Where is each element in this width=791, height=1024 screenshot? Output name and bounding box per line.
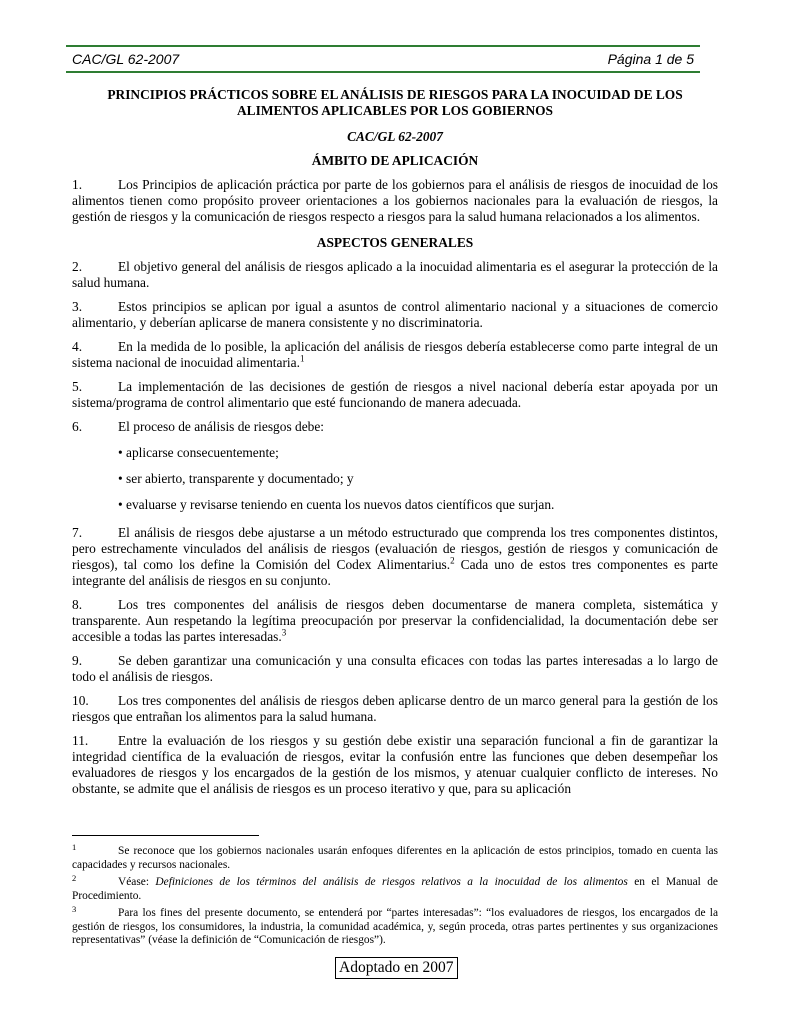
footnote-ref-2[interactable]: 2 [450,555,455,566]
footnote-1 [72,842,718,872]
footnote-ref-3[interactable]: 3 [281,627,287,638]
paragraph-1 [72,177,718,225]
paragraph-number: 8. [72,597,83,612]
paragraph-text: Los tres componentes del análisis de riesgos deben documentarse de manera completa, sistemática y transparente. Aun respetando la legítima preocupación por preservar la confidencialidad, la documentación debe ser accesible a todas las partes interesadas. [72,597,718,644]
paragraph-5 [72,379,718,411]
paragraph-text: Estos principios se aplican por igual a asuntos de control alimentario nacional y a situaciones de comercio alimentario, y deberían aplicarse de manera consistente y no discriminatoria. [72,299,718,330]
document-body [72,87,718,797]
paragraph-text: El objetivo general del análisis de riesgos aplicado a la inocuidad alimentaria es el asegurar la protección de la salud humana. [72,259,718,290]
paragraph-number: 6. [72,419,83,434]
paragraph-6 [72,419,718,435]
paragraph-number: 7. [72,525,83,540]
footnote-number: 2 [72,873,77,883]
paragraph-3 [72,299,718,331]
paragraph-number: 2. [72,259,83,274]
footnote-number: 1 [72,842,77,852]
paragraph-text: La implementación de las decisiones de gestión de riesgos a nivel nacional debería estar apoyada por un sistema/programa de control alimentario que esté funcionando de manera adecuada. [72,379,718,410]
bullet-item: • evaluarse y revisarse teniendo en cuenta los nuevos datos científicos que surjan. [118,497,555,512]
bullet-item: • aplicarse consecuentemente; [118,445,279,460]
section-heading-general: ASPECTOS GENERALES [316,235,474,250]
paragraph-8 [72,597,718,645]
footnote-number: 3 [72,904,77,914]
footnote-3 [72,904,718,948]
paragraph-text: Cada uno de estos tres componentes es parte integrante del análisis de riesgos en su conjunto. [72,557,718,588]
footnotes [72,842,718,952]
paragraph-number: 10. [72,693,89,708]
footnote-text: Para los fines del presente documento, se entenderá por “partes interesadas”: “los evaluadores de riesgos, los encargados de la gestión de riesgos, los consumidores, la industria, la comunidad académica, y, según proceda, otras partes pertinentes y sus organizaciones representativas” (véase la definición de “Comunicación de riesgos”). [72,907,718,946]
footnote-2 [72,873,718,903]
header-document-code: CAC/GL 62-2007 [72,51,180,67]
paragraph-7 [72,525,718,589]
bullet-item: • ser abierto, transparente y documentado; y [118,471,354,486]
paragraph-number: 1. [72,177,83,192]
paragraph-text: Los Principios de aplicación práctica por parte de los gobiernos para el análisis de riesgos de inocuidad de los alimentos tienen como propósito proveer orientaciones a los gobiernos nacionales para la evaluación de riesgos, la gestión de riesgos y la comunicación de riesgos respecto a riesgos para la salud humana relacionados a los alimentos. [72,177,718,224]
paragraph-text: El análisis de riesgos debe ajustarse a un método estructurado que comprenda los tres componentes distintos, pero estrechamente vinculados del análisis de riesgos (evaluación de riesgos, gestión de riesgos y comunicación de riesgos), tal como los define la Comisión del Codex Alimentarius. [72,525,718,572]
paragraph-number: 3. [72,299,83,314]
paragraph-text: Los tres componentes del análisis de riesgos deben aplicarse dentro de un marco general para la gestión de los riesgos que entrañan los alimentos para la salud humana. [72,693,718,724]
footnote-ref-1[interactable]: 1 [299,353,305,364]
footnote-text-part: en el Manual de Procedimiento. [72,876,718,902]
page-header [66,45,700,73]
footnote-text: Se reconoce que los gobiernos nacionales usarán enfoques diferentes en la aplicación de estos principios, tomado en cuenta las capacidades y recursos nacionales. [72,845,718,871]
paragraph-11 [72,733,718,797]
paragraph-number: 9. [72,653,83,668]
document-subtitle: CAC/GL 62-2007 [347,129,443,144]
paragraph-number: 5. [72,379,83,394]
paragraph-number: 11. [72,733,89,748]
footnote-cited-title: Definiciones de los términos del análisis de riesgos relativos a la inocuidad de los alimentos [155,876,628,888]
footnote-text-part: Véase: [118,876,156,888]
adoption-badge: Adoptado en 2007 [335,957,458,979]
paragraph-9 [72,653,718,685]
document-page [72,0,718,1024]
paragraph-text: Entre la evaluación de los riesgos y su gestión debe existir una separación funcional a fin de garantizar la integridad científica de la evaluación de riesgos, evitar la confusión entre las funciones que deben desempeñar los evaluadores de riesgos y los encargados de la gestión de los mismos, y atenuar cualquier conflicto de intereses. No obstante, se admite que el análisis de riesgos es un proceso iterativo y que, para su aplicación [72,733,718,796]
section-heading-scope: ÁMBITO DE APLICACIÓN [311,153,479,168]
document-title: PRINCIPIOS PRÁCTICOS SOBRE EL ANÁLISIS DE RIESGOS PARA LA INOCUIDAD DE LOS ALIMENTOS APLICABLES POR LOS GOBIERNOS [107,87,683,118]
paragraph-text: El proceso de análisis de riesgos debe: [118,419,325,434]
paragraph-text: En la medida de lo posible, la aplicación del análisis de riesgos debería establecerse como parte integral de un sistema nacional de inocuidad alimentaria. [72,339,718,370]
paragraph-4 [72,339,718,371]
paragraph-text: Se deben garantizar una comunicación y una consulta eficaces con todas las partes interesadas a lo largo de todo el análisis de riesgos. [72,653,718,684]
paragraph-number: 4. [72,339,83,354]
paragraph-10 [72,693,718,725]
footnote-text [72,876,718,903]
header-page-number: Página 1 de 5 [607,51,694,67]
footnote-separator [72,835,259,836]
paragraph-2 [72,259,718,291]
